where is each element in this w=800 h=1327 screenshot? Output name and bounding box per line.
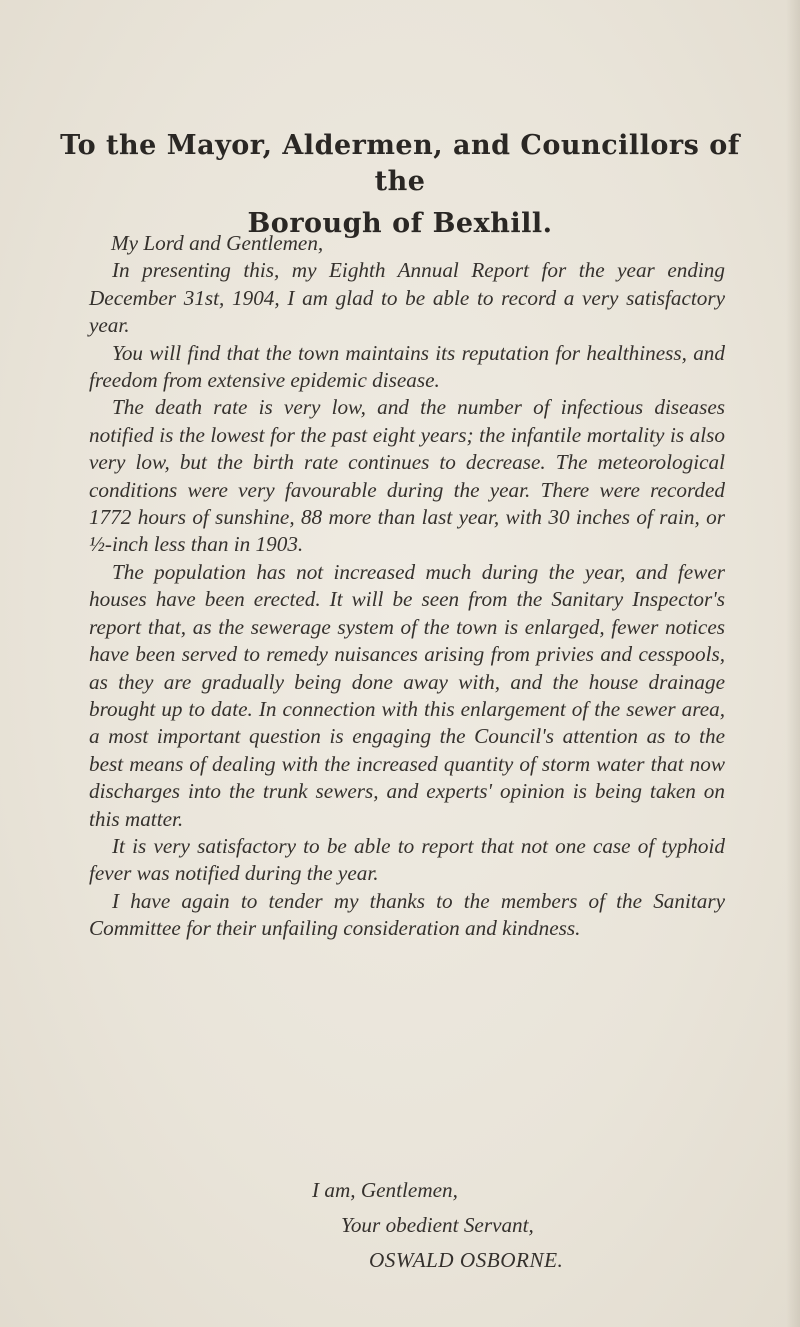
- letter-body: [89, 230, 725, 943]
- signature: OSWALD OSBORNE.: [369, 1248, 564, 1272]
- paragraph-intro: In presenting this, my Eighth Annual Report for the year ending December 31st, 1904, I am glad to be able to record a very satisfactory year.: [89, 258, 725, 338]
- paragraph-population: The population has not increased much during the year, and fewer houses have been erected. It will be seen from the Sanitary Inspector's report that, as the sewerage system of the town is enlarged, fewer notices have been served to remedy nuisances arising from privies and cesspools, as they are gradually being done away with, and the house drainage brought up to date. In connection with this enlargement of the sewer area, a most important question is engaging the Council's attention as to the best means of dealing with the increased quantity of storm water that now discharges into the trunk sewers, and experts' opinion is being taken on this matter.: [89, 559, 725, 831]
- paragraph-death-rate: The death rate is very low, and the number of infectious diseases notified is the lowest for the past eight years; the infantile mortality is also very low, but the birth rate continues to decrease. The meteorological conditions were very favourable during the year. There were recorded 1772 hours of sunshine, 88 more than last year, with 30 inches of rain, or ½-inch less than in 1903.: [89, 395, 725, 557]
- heading-line-1: To the Mayor, Aldermen, and Councillors of the: [60, 130, 740, 197]
- page-edge-shadow: [786, 0, 800, 1327]
- closing-line-2: Your obedient Servant,: [341, 1213, 534, 1237]
- paragraph-typhoid: It is very satisfactory to be able to report that not one case of typhoid fever was notified during the year.: [89, 833, 725, 886]
- salutation: My Lord and Gentlemen,: [111, 231, 324, 255]
- heading-line-2: Borough of Bexhill.: [247, 208, 553, 239]
- letter-heading: [60, 128, 740, 242]
- paragraph-thanks: I have again to tender my thanks to the members of the Sanitary Committee for their unfailing consideration and kindness.: [89, 888, 725, 941]
- closing-line-1: I am, Gentlemen,: [312, 1178, 458, 1202]
- paragraph-reputation: You will find that the town maintains its reputation for healthiness, and freedom from extensive epidemic disease.: [89, 340, 725, 393]
